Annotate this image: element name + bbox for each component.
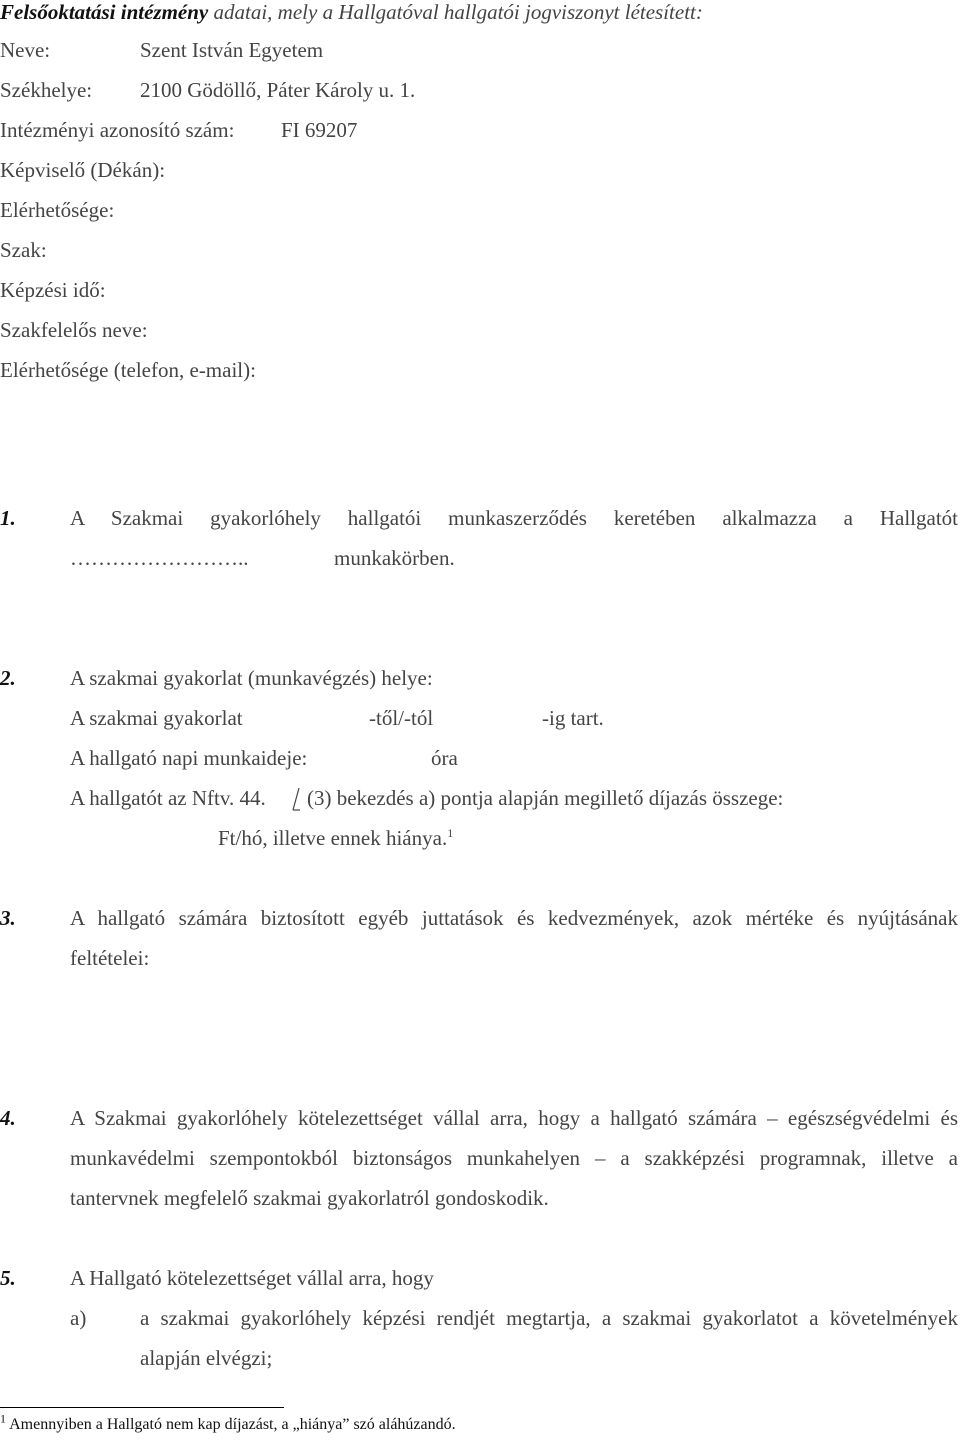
item-a-line1: a szakmai gyakorlóhely képzési rendjét megtartja, a szakmai gyakorlatot a követelmények (140, 1306, 958, 1330)
hours-unit: óra (431, 746, 458, 770)
field-seat-label: Székhelye: (0, 78, 93, 102)
field-seat-value: 2100 Gödöllő, Páter Károly u. 1. (140, 78, 416, 102)
section-5-number: 5. (0, 1266, 16, 1290)
field-supervisor-label: Szakfelelős neve: (0, 318, 148, 342)
period-label: A szakmai gyakorlat (70, 706, 243, 730)
field-dean-label: Képviselő (Dékán): (0, 158, 166, 182)
section-3-number: 3. (0, 906, 16, 930)
section-4-number: 4. (0, 1106, 16, 1130)
field-duration-label: Képzési idő: (0, 278, 106, 302)
pay-amount-text: Ft/hó, illetve ennek hiánya. (218, 826, 448, 850)
section-2-title: A szakmai gyakorlat (munkavégzés) helye: (70, 666, 433, 690)
section-5-title: A Hallgató kötelezettséget vállal arra, hogy (70, 1266, 434, 1290)
header-text: adatai, mely a Hallgatóval hallgatói jogviszonyt létesített: (208, 0, 703, 24)
section-4-line3: tantervnek megfelelő szakmai gyakorlatról gondoskodik. (70, 1186, 549, 1210)
section-sign-mark (291, 786, 301, 812)
field-id-value: FI 69207 (281, 118, 358, 142)
section-4-line1: A Szakmai gyakorlóhely kötelezettséget vállal arra, hogy a hallgató számára – egészségvédelmi és (70, 1106, 958, 1130)
footnote (0, 1411, 456, 1434)
section-3-line1: A hallgató számára biztosított egyéb juttatások és kedvezmények, azok mértéke és nyújtásának (70, 906, 958, 930)
field-supervisor-contact-label: Elérhetősége (telefon, e-mail): (0, 358, 256, 382)
period-to: -ig tart. (542, 706, 604, 730)
period-from: -től/-tól (369, 706, 434, 730)
footnote-number: 1 (0, 1411, 6, 1426)
field-name-label: Neve: (0, 38, 51, 62)
footnote-text: Amennyiben a Hallgató nem kap díjazást, a „hiánya” szó aláhúzandó. (9, 1416, 456, 1433)
header-line (0, 0, 703, 24)
pay-prefix: A hallgatót az Nftv. 44. (70, 786, 266, 810)
header-bold: Felsőoktatási intézmény (0, 0, 209, 24)
field-id-label: Intézményi azonosító szám: (0, 118, 235, 142)
footnote-ref: 1 (447, 826, 454, 840)
section-2-number: 2. (0, 666, 16, 690)
pay-amount (218, 826, 453, 850)
section-3-line2: feltételei: (70, 946, 150, 970)
hours-label: A hallgató napi munkaideje: (70, 746, 308, 770)
section-4-line2: munkavédelmi szempontokból biztonságos munkahelyen – a szakképzési programnak, illetve a (70, 1146, 958, 1170)
item-a-line2: alapján elvégzi; (140, 1346, 273, 1370)
item-a-label: a) (70, 1306, 87, 1330)
field-major-label: Szak: (0, 238, 47, 262)
section-1-number: 1. (0, 506, 16, 530)
section-1-dots: …………………….. (70, 546, 249, 570)
section-1-line1: A Szakmai gyakorlóhely hallgatói munkaszerződés keretében alkalmazza a Hallgatót (70, 506, 958, 530)
field-name-value: Szent István Egyetem (140, 38, 324, 62)
footnote-divider (0, 1407, 284, 1408)
field-contact-label: Elérhetősége: (0, 198, 115, 222)
section-1-line2: munkakörben. (334, 546, 455, 570)
paragraph-sign-icon (291, 786, 301, 810)
pay-text: (3) bekezdés a) pontja alapján megillető díjazás összege: (307, 786, 784, 810)
